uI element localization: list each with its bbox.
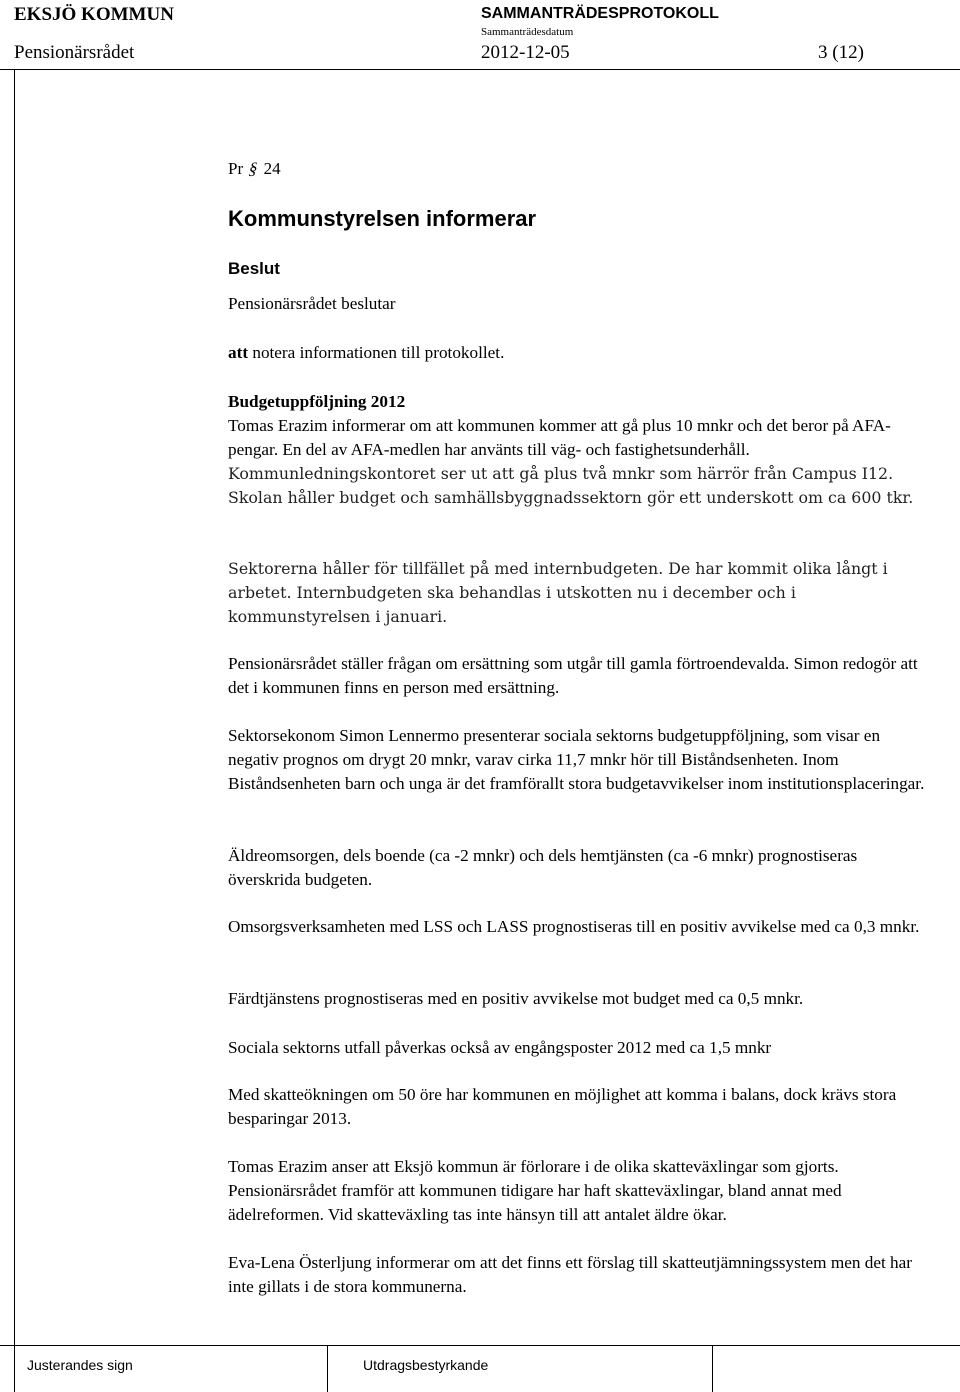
budget-paragraph-1 bbox=[228, 414, 928, 510]
footer-separator-2 bbox=[712, 1345, 713, 1392]
left-margin-rule bbox=[14, 70, 15, 1392]
budget-paragraph-7: Färdtjänstens prognostiseras med en positiv avvikelse mot budget med ca 0,5 mnkr. bbox=[228, 989, 804, 1008]
budget-paragraph-6: Omsorgsverksamheten med LSS och LASS prognostiseras till en positiv avvikelse med ca 0,3 mnkr. bbox=[228, 917, 920, 936]
budget-paragraph-11: Eva-Lena Österljung informerar om att det finns ett förslag till skatteutjämningssystem men det har inte gillats i de stora kommunerna. bbox=[228, 1253, 912, 1296]
municipality-name: EKSJÖ KOMMUN bbox=[14, 4, 174, 25]
budget-paragraph-1b: Kommunledningskontoret ser ut att gå plus två mnkr som härrör från Campus I12. Skolan håller budget och samhällsbyggnadssektorn gör ett underskott om ca 600 tkr. bbox=[228, 464, 914, 507]
signature-label: Justerandes sign bbox=[27, 1357, 133, 1373]
decision-rest: notera informationen till protokollet. bbox=[248, 343, 505, 362]
header-divider bbox=[0, 69, 960, 70]
budget-paragraph-2: Sektorerna håller för tillfället på med internbudgeten. De har kommit olika långt i arbetet. Internbudgeten ska behandlas i utskotten nu i december och i kommunstyrelsen i januari. bbox=[228, 559, 888, 626]
paragraph-symbol: § bbox=[246, 159, 261, 178]
budget-paragraph-10: Tomas Erazim anser att Eksjö kommun är förlorare i de olika skatteväxlingar som gjorts. Pensionärsrådet framför att kommunen tidigare har haft skatteväxlingar, bland annat med ädelreformen. Vid skatteväxling tas inte hänsyn till att antalet äldre ökar. bbox=[228, 1157, 842, 1224]
section-number-value: 24 bbox=[263, 159, 281, 178]
budget-paragraph-8: Sociala sektorns utfall påverkas också av engångsposter 2012 med ca 1,5 mnkr bbox=[228, 1038, 772, 1057]
body-name: Pensionärsrådet bbox=[14, 42, 135, 63]
page-number: 3 (12) bbox=[818, 42, 864, 63]
section-prefix: Pr bbox=[228, 159, 244, 178]
footer-divider bbox=[0, 1345, 960, 1346]
budget-paragraph-5: Äldreomsorgen, dels boende (ca -2 mnkr) och dels hemtjänsten (ca -6 mnkr) prognostiseras överskrida budgeten. bbox=[228, 846, 858, 889]
budget-paragraph-9: Med skatteökningen om 50 öre har kommunen en möjlighet att komma i balans, dock krävs stora besparingar 2013. bbox=[228, 1085, 897, 1128]
decision-statement bbox=[228, 341, 928, 365]
decision-heading: Beslut bbox=[228, 259, 280, 278]
budget-paragraph-4: Sektorsekonom Simon Lennermo presenterar sociala sektorns budgetuppföljning, som visar en negativ prognos om drygt 20 mnkr, varav cirka 11,7 mnkr hör till Biståndsenheten. Inom Biståndsenheten barn och unga är det framförallt stora budgetavvikelser inom institutionsplaceringar. bbox=[228, 726, 925, 793]
decision-text: Pensionärsrådet beslutar bbox=[228, 294, 396, 313]
document-type: SAMMANTRÄDESPROTOKOLL bbox=[481, 5, 719, 22]
meeting-date: 2012-12-05 bbox=[481, 42, 570, 63]
meeting-date-label: Sammanträdesdatum bbox=[481, 26, 574, 38]
extract-certification-label: Utdragsbestyrkande bbox=[363, 1357, 489, 1373]
section-title: Kommunstyrelsen informerar bbox=[228, 206, 537, 231]
budget-paragraph-1a: Tomas Erazim informerar om att kommunen kommer att gå plus 10 mnkr och det beror på AFA-pengar. En del av AFA-medlen har använts till väg- och fastighetsunderhåll. bbox=[228, 416, 891, 459]
budget-paragraph-3: Pensionärsrådet ställer frågan om ersättning som utgår till gamla förtroendevalda. Simon redogör att det i kommunen finns en person med ersättning. bbox=[228, 654, 918, 697]
footer-separator-1 bbox=[327, 1345, 328, 1392]
section-number bbox=[228, 159, 281, 179]
budget-heading: Budgetuppföljning 2012 bbox=[228, 392, 406, 411]
decision-att: att bbox=[228, 343, 249, 362]
